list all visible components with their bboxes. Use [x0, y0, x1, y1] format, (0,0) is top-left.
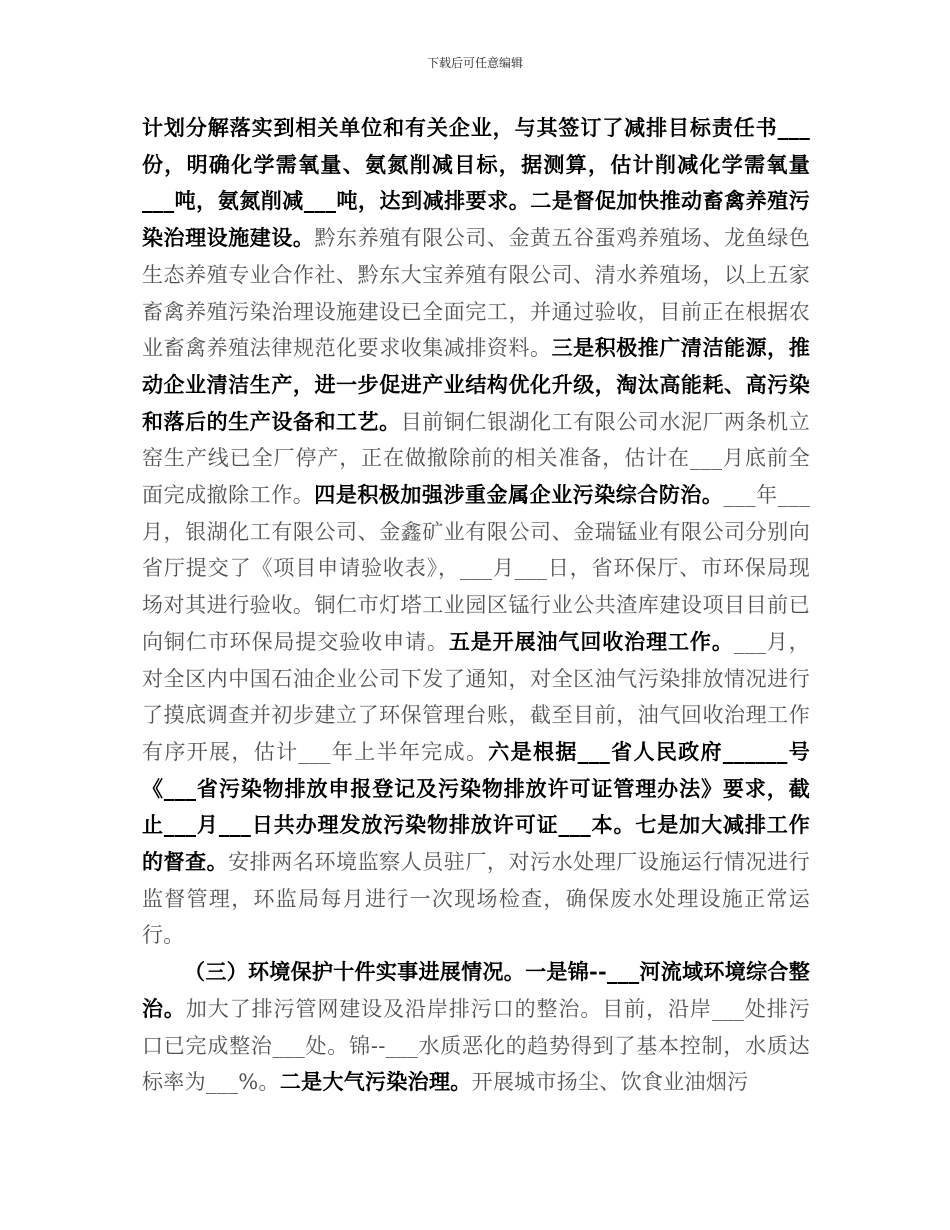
text-run: 安排两名环境监察人员驻厂，对污水处理厂设施运行情况进行监督管理，环监局每月进行一次现场检查，确保废水处理设施正常运行。: [142, 850, 810, 948]
paragraph: [142, 954, 810, 1101]
page-header: 下载后可任意编辑: [426, 56, 523, 70]
bold-text-run: （三）环境保护十件实事进展情况。一是锦--___河流域环境综合整治。: [142, 959, 810, 1021]
paragraph: [142, 110, 810, 954]
bold-text-run: 计划分解落实到相关单位和有关企业，与其签订了减排目标责任书___份，明确化学需氧量、氨氮削减目标，据测算，估计削减化学需氧量___吨，氨氮削减___吨，达到减排要求。二是督促加快推动畜禽养殖污染治理设施建设。: [142, 115, 810, 251]
text-run: ___月，对全区内中国石油企业公司下发了通知，对全区油气污染排放情况进行了摸底调查并初步建立了环保管理台账，截至目前，油气回收治理工作有序开展，估计___年上半年完成。: [142, 629, 810, 764]
text-run: 目前铜仁银湖化工有限公司水泥厂两条机立窑生产线已全厂停产，正在做撤除前的相关准备，估计在___月底前全面完成撤除工作。: [142, 409, 810, 508]
text-run: 加大了排污管网建设及沿岸排污口的整治。目前，沿岸___处排污口已完成整治___处。锦--___水质恶化的趋势得到了基本控制，水质达标率为___%。: [142, 996, 810, 1095]
bold-text-run: 二是大气污染治理。: [279, 1069, 472, 1095]
document-body: [142, 110, 810, 1101]
text-run: 黔东养殖有限公司、金黄五谷蛋鸡养殖场、龙鱼绿色生态养殖专业合作社、黔东大宝养殖有限公司、清水养殖场，以上五家畜禽养殖污染治理设施建设已全面完工，并通过验收，目前正在根据农业畜禽养殖法律规范化要求收集减排资料。: [142, 226, 810, 361]
text-run: 开展城市扬尘、饮食业油烟污: [471, 1070, 749, 1095]
bold-text-run: 四是积极加强涉重金属企业污染综合防治。: [314, 482, 724, 508]
bold-text-run: 六是根据___省人民政府______号《___省污染物排放申报登记及污染物排放许可证管理办法》要求，截止___月___日共办理发放污染物排放许可证___本。七是加大减排工作的督查。: [142, 738, 810, 875]
text-run: ___年___月，银湖化工有限公司、金鑫矿业有限公司、金瑞锰业有限公司分别向省厅提交了《项目申请验收表》，___月___日，省环保厅、市环保局现场对其进行验收。铜仁市灯塔工业园区锰行业公共渣库建设项目目前已向铜仁市环保局提交验收申请。: [142, 483, 811, 654]
bold-text-run: 三是积极推广清洁能源，推动企业清洁生产，进一步促进产业结构优化升级，淘汰高能耗、高污染和落后的生产设备和工艺。: [142, 335, 810, 434]
bold-text-run: 五是开展油气回收治理工作。: [448, 628, 734, 654]
